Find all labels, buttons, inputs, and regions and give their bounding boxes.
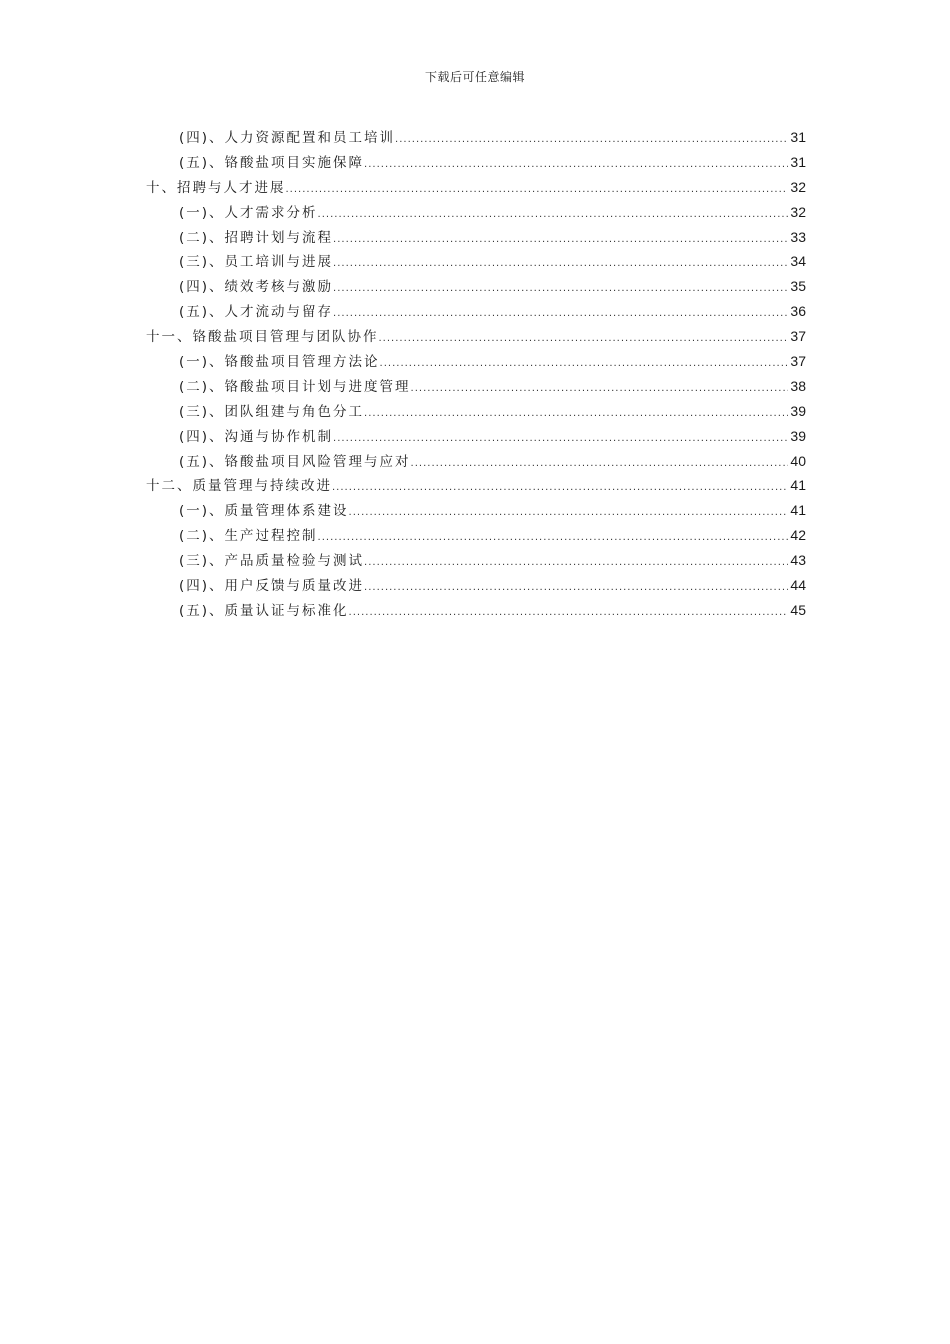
dot-leader: [318, 209, 789, 220]
toc-entry-page: 37: [790, 328, 806, 345]
page-header: 下载后可任意编辑: [424, 70, 525, 84]
toc-entry[interactable]: [146, 400, 806, 425]
toc-entry[interactable]: [146, 300, 806, 325]
toc-entry-title: 十二、质量管理与持续改进: [146, 478, 332, 495]
toc-entry[interactable]: [146, 275, 806, 300]
toc-entry-title: (三)、产品质量检验与测试: [179, 553, 365, 570]
toc-entry[interactable]: [146, 599, 806, 624]
dot-leader: [349, 507, 789, 518]
toc-entry[interactable]: [146, 574, 806, 599]
dot-leader: [332, 482, 788, 493]
toc-entry[interactable]: [146, 549, 806, 574]
dot-leader: [333, 283, 788, 294]
toc-entry[interactable]: [146, 450, 806, 475]
toc-entry-page: 33: [790, 228, 806, 245]
toc-entry[interactable]: [146, 474, 806, 499]
dot-leader: [364, 408, 788, 419]
toc-entry-page: 41: [790, 502, 806, 519]
toc-entry-page: 34: [790, 253, 806, 270]
dot-leader: [364, 582, 788, 593]
toc-entry-page: 39: [790, 427, 806, 444]
toc-entry-title: (五)、人才流动与留存: [179, 304, 334, 321]
toc-entry-page: 42: [790, 527, 806, 544]
toc-entry-title: (五)、铬酸盐项目风险管理与应对: [179, 453, 411, 470]
toc-entry-page: 44: [790, 577, 806, 594]
toc-entry-page: 36: [790, 303, 806, 320]
dot-leader: [349, 607, 789, 618]
toc-entry-title: (一)、质量管理体系建设: [179, 503, 349, 520]
dot-leader: [411, 458, 789, 469]
toc-entry[interactable]: [146, 126, 806, 151]
toc-entry-title: (二)、招聘计划与流程: [179, 229, 334, 246]
toc-entry-page: 38: [790, 377, 806, 394]
toc-entry-page: 43: [790, 552, 806, 569]
toc-entry-title: (二)、铬酸盐项目计划与进度管理: [179, 378, 411, 395]
toc-entry-title: (五)、铬酸盐项目实施保障: [179, 154, 365, 171]
toc-entry-page: 32: [790, 178, 806, 195]
dot-leader: [364, 159, 788, 170]
toc-entry[interactable]: [146, 499, 806, 524]
toc-entry-title: (四)、沟通与协作机制: [179, 428, 334, 445]
toc-entry-page: 40: [790, 452, 806, 469]
toc-entry-page: 37: [790, 353, 806, 370]
toc-entry[interactable]: [146, 425, 806, 450]
toc-entry-title: 十、招聘与人才进展: [146, 179, 286, 196]
toc-entry-title: (四)、人力资源配置和员工培训: [179, 130, 396, 146]
toc-entry-title: (四)、绩效考核与激励: [179, 279, 334, 296]
dot-leader: [380, 358, 789, 369]
toc-entry[interactable]: [146, 375, 806, 400]
toc-entry[interactable]: [146, 350, 806, 375]
toc-entry-title: (三)、团队组建与角色分工: [179, 403, 365, 420]
toc-entry[interactable]: [146, 201, 806, 226]
toc-entry-page: 39: [790, 402, 806, 419]
toc-entry-title: (一)、铬酸盐项目管理方法论: [179, 354, 380, 371]
toc-entry[interactable]: [146, 176, 806, 201]
toc-entry-title: (四)、用户反馈与质量改进: [179, 578, 365, 595]
toc-entry-title: (三)、员工培训与进展: [179, 254, 334, 271]
dot-leader: [364, 557, 788, 568]
toc-entry-page: 31: [790, 153, 806, 170]
dot-leader: [333, 433, 788, 444]
toc-entry[interactable]: [146, 250, 806, 275]
toc-entry-page: 41: [790, 477, 806, 494]
dot-leader: [379, 333, 789, 344]
toc-entry[interactable]: [146, 524, 806, 549]
dot-leader: [333, 308, 788, 319]
toc-entry-page: 31: [790, 129, 806, 145]
dot-leader: [333, 258, 788, 269]
dot-leader: [411, 383, 789, 394]
dot-leader: [333, 234, 788, 245]
toc-entry-page: 35: [790, 278, 806, 295]
toc-entry-title: (一)、人才需求分析: [179, 204, 318, 221]
dot-leader: [286, 184, 789, 195]
toc-entry-title: 十一、铬酸盐项目管理与团队协作: [146, 329, 379, 346]
table-of-contents: [146, 126, 806, 624]
toc-entry-page: 45: [790, 601, 806, 618]
dot-leader: [318, 532, 789, 543]
dot-leader: [395, 134, 788, 145]
toc-entry[interactable]: [146, 226, 806, 251]
toc-entry-title: (二)、生产过程控制: [179, 528, 318, 545]
toc-entry[interactable]: [146, 325, 806, 350]
toc-entry[interactable]: [146, 151, 806, 176]
toc-entry-page: 32: [790, 203, 806, 220]
toc-entry-title: (五)、质量认证与标准化: [179, 602, 349, 619]
